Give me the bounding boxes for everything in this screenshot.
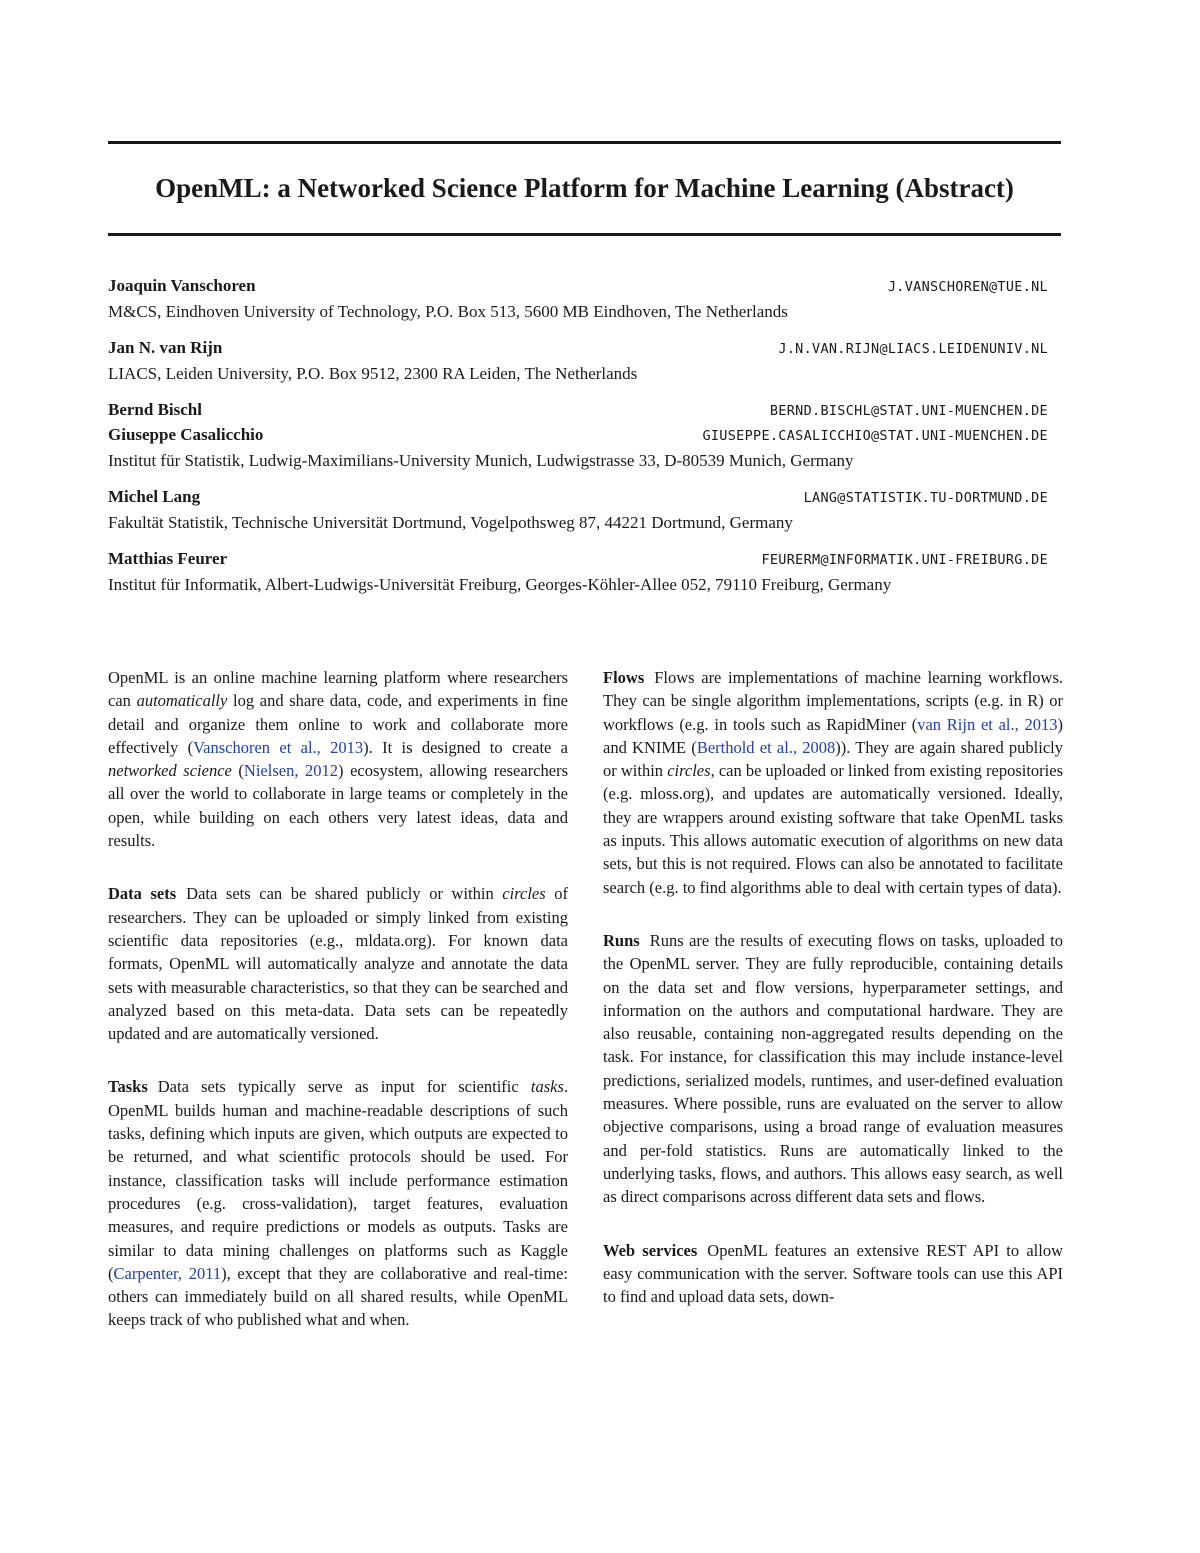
section-heading: Data sets xyxy=(108,884,177,904)
author-email[interactable]: J.VANSCHOREN@TUE.NL xyxy=(887,279,1048,295)
text: OpenML features an extensive REST API to allow easy communication with the server. Software tools can use this API to find and upload data sets, down- xyxy=(603,1240,1063,1307)
paper-title: OpenML: a Networked Science Platform for Machine Learning (Abstract) xyxy=(155,173,1014,203)
section-heading: Web services xyxy=(603,1240,698,1260)
section-heading: Flows xyxy=(603,668,645,687)
author-name: Bernd Bischl xyxy=(108,400,202,419)
section-heading: Runs xyxy=(603,930,640,950)
citation-link[interactable]: Vanschoren et al., 2013 xyxy=(193,737,364,757)
emphasis: circles xyxy=(502,884,546,904)
citation-link[interactable]: Nielsen, 2012 xyxy=(243,761,339,781)
author-affiliation: Institut für Informatik, Albert-Ludwigs-Universität Freiburg, Georges-Köhler-Allee 052, 79110 Freiburg, Germany xyxy=(108,575,892,594)
top-rule xyxy=(108,141,1061,144)
left-column xyxy=(108,666,568,1362)
author-entry xyxy=(108,423,1048,448)
citation-link[interactable]: Berthold et al., 2008 xyxy=(696,737,836,757)
author-email[interactable]: BERND.BISCHL@STAT.UNI-MUENCHEN.DE xyxy=(769,403,1048,419)
text: Data sets can be shared publicly or within xyxy=(186,884,503,904)
author-entry xyxy=(108,274,1048,299)
author-block xyxy=(108,274,1048,609)
text: )). They are again shared publicly or within xyxy=(603,737,1063,781)
text: ). It is designed to create a xyxy=(363,737,569,757)
author-name: Jan N. van Rijn xyxy=(108,338,223,357)
text: ( xyxy=(231,761,244,781)
author-name: Giuseppe Casalicchio xyxy=(108,425,264,444)
text: OpenML is an online machine learning platform where researchers can xyxy=(108,668,568,711)
text: of researchers. They can be uploaded or simply linked from existing scientific data repositories (e.g., mldata.org). For known data formats, OpenML will automatically analyze and annotate the data sets with measurable characteristics, so that they can be searched and analyzed based on this meta-data. Data sets can be repeatedly updated and are automatically versioned. xyxy=(108,884,569,1044)
datasets-paragraph xyxy=(108,882,568,1045)
citation-link[interactable]: van Rijn et al., 2013 xyxy=(917,714,1058,734)
author-name: Joaquin Vanschoren xyxy=(108,276,256,295)
author-affiliation: Institut für Statistik, Ludwig-Maximilians-University Munich, Ludwigstrasse 33, D-80539 Munich, Germany xyxy=(108,451,854,470)
right-column xyxy=(603,666,1063,1338)
text: . OpenML builds human and machine-readable descriptions of such tasks, defining which inputs are given, which outputs are expected to be returned, and what scientific protocols should be used. For instance, classification tasks will include performance estimation procedures (e.g. cross-validation), target features, evaluation measures, and require predictions or models as outputs. Tasks are similar to data mining challenges on platforms such as Kaggle ( xyxy=(108,1077,568,1283)
webservices-paragraph xyxy=(603,1239,1063,1309)
text: Runs are the results of executing flows on tasks, uploaded to the OpenML server. They are fully reproducible, containing details on the data set and flow versions, hyperparameter settings, and information on the authors and computational hardware. They are also reusable, containing non-aggregated results depending on the task. For instance, for classification this may include instance-level predictions, serialized models, runtimes, and user-defined evaluation measures. Where possible, runs are evaluated on the server to allow objective comparisons, using a broad range of evaluation measures and per-fold statistics. Runs are automatically linked to the underlying tasks, flows, and authors. This allows easy search, as well as direct comparisons across different data sets and flows. xyxy=(603,930,1063,1207)
author-entry xyxy=(108,398,1048,423)
text: , can be uploaded or linked from existing repositories (e.g. mloss.org), and updates are automatically versioned. Ideally, they are wrappers around existing software that take OpenML tasks as inputs. This allows automatic execution of algorithms on new data sets, but this is not required. Flows can also be annotated to facilitate search (e.g. to find algorithms able to deal with certain types of data). xyxy=(603,761,1063,897)
author-email[interactable]: J.N.VAN.RIJN@LIACS.LEIDENUNIV.NL xyxy=(778,341,1048,357)
author-entry xyxy=(108,336,1048,361)
flows-paragraph xyxy=(603,666,1063,899)
intro-paragraph xyxy=(108,666,568,852)
author-affiliation: M&CS, Eindhoven University of Technology, P.O. Box 513, 5600 MB Eindhoven, The Netherlands xyxy=(108,302,788,321)
text: log and share data, code, and experiments in fine detail and organize them online to work and collaborate more effectively ( xyxy=(108,691,568,757)
author-name: Matthias Feurer xyxy=(108,549,228,568)
runs-paragraph xyxy=(603,929,1063,1209)
author-entry xyxy=(108,547,1048,572)
emphasis: circles xyxy=(667,761,711,781)
author-email[interactable]: FEURERM@INFORMATIK.UNI-FREIBURG.DE xyxy=(761,552,1048,568)
author-email[interactable]: LANG@STATISTIK.TU-DORTMUND.DE xyxy=(803,490,1048,506)
emphasis: networked science xyxy=(108,761,232,781)
section-heading: Tasks xyxy=(108,1077,148,1097)
emphasis: tasks xyxy=(530,1077,564,1097)
emphasis: automatically xyxy=(136,691,228,711)
text: Data sets typically serve as input for scientific xyxy=(157,1077,531,1097)
citation-link[interactable]: Carpenter, 2011 xyxy=(113,1263,222,1283)
author-email[interactable]: GIUSEPPE.CASALICCHIO@STAT.UNI-MUENCHEN.DE xyxy=(702,428,1048,444)
text: ) and KNIME ( xyxy=(603,714,1063,757)
author-affiliation: LIACS, Leiden University, P.O. Box 9512, 2300 RA Leiden, The Netherlands xyxy=(108,364,638,383)
text: ) ecosystem, allowing researchers all over the world to collaborate in large teams or completely in the open, while building on each others very latest ideas, data and results. xyxy=(108,761,568,851)
author-entry xyxy=(108,485,1048,510)
text: ), except that they are collaborative and real-time: others can immediately build on all shared results, while OpenML keeps track of who published what and when. xyxy=(108,1263,569,1330)
text: Flows are implementations of machine learning workflows. They can be single algorithm implementations, scripts (e.g. in R) or workflows (e.g. in tools such as RapidMiner ( xyxy=(603,668,1063,734)
tasks-paragraph xyxy=(108,1075,568,1331)
title-bottom-rule xyxy=(108,233,1061,236)
author-affiliation: Fakultät Statistik, Technische Universität Dortmund, Vogelpothsweg 87, 44221 Dortmund, Germany xyxy=(108,513,793,532)
author-name: Michel Lang xyxy=(108,487,201,506)
